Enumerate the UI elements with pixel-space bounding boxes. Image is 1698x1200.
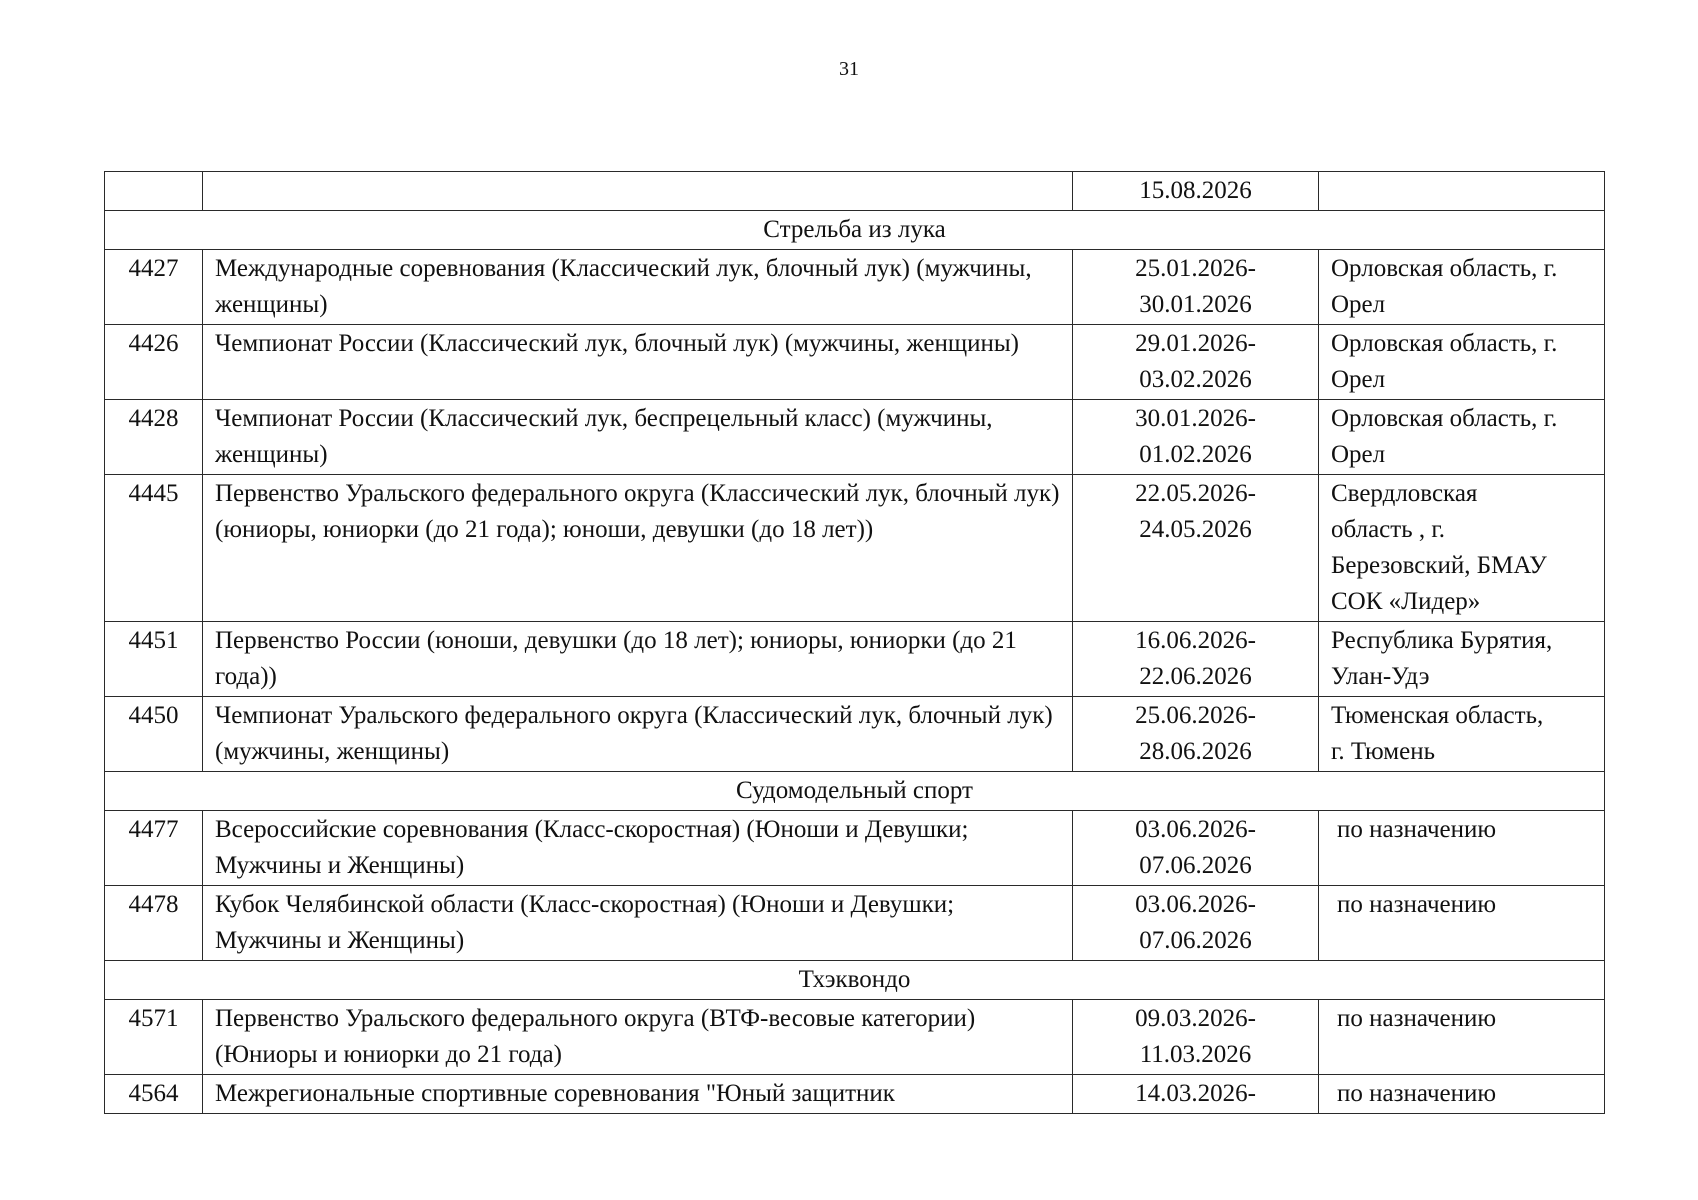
section-row (105, 772, 1605, 811)
page-number: 31 (839, 58, 859, 80)
table-row (105, 325, 1605, 400)
place-line: Свердловская (1331, 480, 1478, 507)
place-line: Орловская область, г. (1331, 255, 1558, 282)
table-row (105, 886, 1605, 961)
date-line: 14.03.2026- (1135, 1080, 1256, 1107)
date-line: 25.06.2026- (1135, 702, 1256, 729)
event-name: Межрегиональные спортивные соревнования "Юный защитник (203, 1075, 1073, 1114)
event-dates (1073, 400, 1319, 475)
place-line: г. Тюмень (1331, 738, 1436, 765)
place-line: область , г. (1331, 516, 1446, 543)
place-line: Орел (1331, 366, 1386, 393)
section-title-ship-modelling: Судомодельный спорт (105, 772, 1605, 811)
date-line: 28.06.2026 (1139, 738, 1252, 765)
date-line: 30.01.2026 (1139, 291, 1252, 318)
date-line: 03.06.2026- (1135, 891, 1256, 918)
date-line: 09.03.2026- (1135, 1005, 1256, 1032)
date-line: 24.05.2026 (1139, 516, 1252, 543)
event-name: Международные соревнования (Классический лук, блочный лук) (мужчины, женщины) (203, 250, 1073, 325)
place-line: Тюменская область, (1331, 702, 1544, 729)
table-row (105, 1075, 1605, 1114)
date-line: 22.06.2026 (1139, 663, 1252, 690)
section-title-archery: Стрельба из лука (105, 211, 1605, 250)
event-place (1319, 811, 1605, 886)
place-line: Орловская область, г. (1331, 405, 1558, 432)
date-line: 25.01.2026- (1135, 255, 1256, 282)
event-name: Кубок Челябинской области (Класс-скоростная) (Юноши и Девушки; Мужчины и Женщины) (203, 886, 1073, 961)
event-number: 4571 (105, 1000, 203, 1075)
event-name (203, 172, 1073, 211)
event-name: Чемпионат России (Классический лук, блочный лук) (мужчины, женщины) (203, 325, 1073, 400)
place-line: Орел (1331, 291, 1386, 318)
date-line: 29.01.2026- (1135, 330, 1256, 357)
event-place (1319, 325, 1605, 400)
event-name: Чемпионат Уральского федерального округа (Классический лук, блочный лук) (мужчины, женщины) (203, 697, 1073, 772)
event-place (1319, 172, 1605, 211)
event-number: 4450 (105, 697, 203, 772)
place-line: по назначению (1337, 1005, 1497, 1032)
place-line: Орловская область, г. (1331, 330, 1558, 357)
event-name: Первенство Уральского федерального округа (Классический лук, блочный лук) (юниоры, юниорки (до 21 года); юноши, девушки (до 18 лет)) (203, 475, 1073, 622)
event-name: Первенство Уральского федерального округа (ВТФ-весовые категории) (Юниоры и юниорки до 21 года) (203, 1000, 1073, 1075)
table-row (105, 172, 1605, 211)
date-line: 16.06.2026- (1135, 627, 1256, 654)
date-line: 07.06.2026 (1139, 852, 1252, 879)
table-row (105, 1000, 1605, 1075)
section-row (105, 961, 1605, 1000)
event-name: Чемпионат России (Классический лук, беспрецельный класс) (мужчины, женщины) (203, 400, 1073, 475)
event-number (105, 172, 203, 211)
date-line: 15.08.2026 (1139, 177, 1252, 204)
event-place (1319, 622, 1605, 697)
table-row (105, 400, 1605, 475)
event-number: 4451 (105, 622, 203, 697)
event-place (1319, 400, 1605, 475)
place-line: Республика Бурятия, (1331, 627, 1553, 654)
event-number: 4427 (105, 250, 203, 325)
event-dates (1073, 475, 1319, 622)
event-dates (1073, 250, 1319, 325)
event-number: 4478 (105, 886, 203, 961)
place-line: Березовский, БМАУ (1331, 552, 1547, 579)
event-dates (1073, 1075, 1319, 1114)
date-line: 30.01.2026- (1135, 405, 1256, 432)
place-line: по назначению (1337, 816, 1497, 843)
event-number: 4426 (105, 325, 203, 400)
date-line: 01.02.2026 (1139, 441, 1252, 468)
place-line: Улан-Удэ (1331, 663, 1430, 690)
place-line: по назначению (1337, 1080, 1497, 1107)
date-line: 03.02.2026 (1139, 366, 1252, 393)
event-dates (1073, 325, 1319, 400)
date-line: 07.06.2026 (1139, 927, 1252, 954)
table-row (105, 250, 1605, 325)
event-name: Первенство России (юноши, девушки (до 18 лет); юниоры, юниорки (до 21 года)) (203, 622, 1073, 697)
event-dates (1073, 1000, 1319, 1075)
events-table (104, 171, 1605, 1114)
table-row (105, 622, 1605, 697)
event-dates (1073, 697, 1319, 772)
date-line: 22.05.2026- (1135, 480, 1256, 507)
event-place (1319, 886, 1605, 961)
event-place (1319, 475, 1605, 622)
table-row (105, 811, 1605, 886)
place-line: СОК «Лидер» (1331, 588, 1481, 615)
event-number: 4428 (105, 400, 203, 475)
event-name: Всероссийские соревнования (Класс-скоростная) (Юноши и Девушки; Мужчины и Женщины) (203, 811, 1073, 886)
event-place (1319, 1000, 1605, 1075)
event-number: 4564 (105, 1075, 203, 1114)
event-dates (1073, 886, 1319, 961)
event-dates (1073, 811, 1319, 886)
event-number: 4477 (105, 811, 203, 886)
event-number: 4445 (105, 475, 203, 622)
event-dates (1073, 172, 1319, 211)
date-line: 11.03.2026 (1139, 1041, 1252, 1068)
table-row (105, 697, 1605, 772)
place-line: по назначению (1337, 891, 1497, 918)
section-title-taekwondo: Тхэквондо (105, 961, 1605, 1000)
event-place (1319, 250, 1605, 325)
place-line: Орел (1331, 441, 1386, 468)
section-row (105, 211, 1605, 250)
table-row (105, 475, 1605, 622)
event-dates (1073, 622, 1319, 697)
event-place (1319, 697, 1605, 772)
date-line: 03.06.2026- (1135, 816, 1256, 843)
event-place (1319, 1075, 1605, 1114)
